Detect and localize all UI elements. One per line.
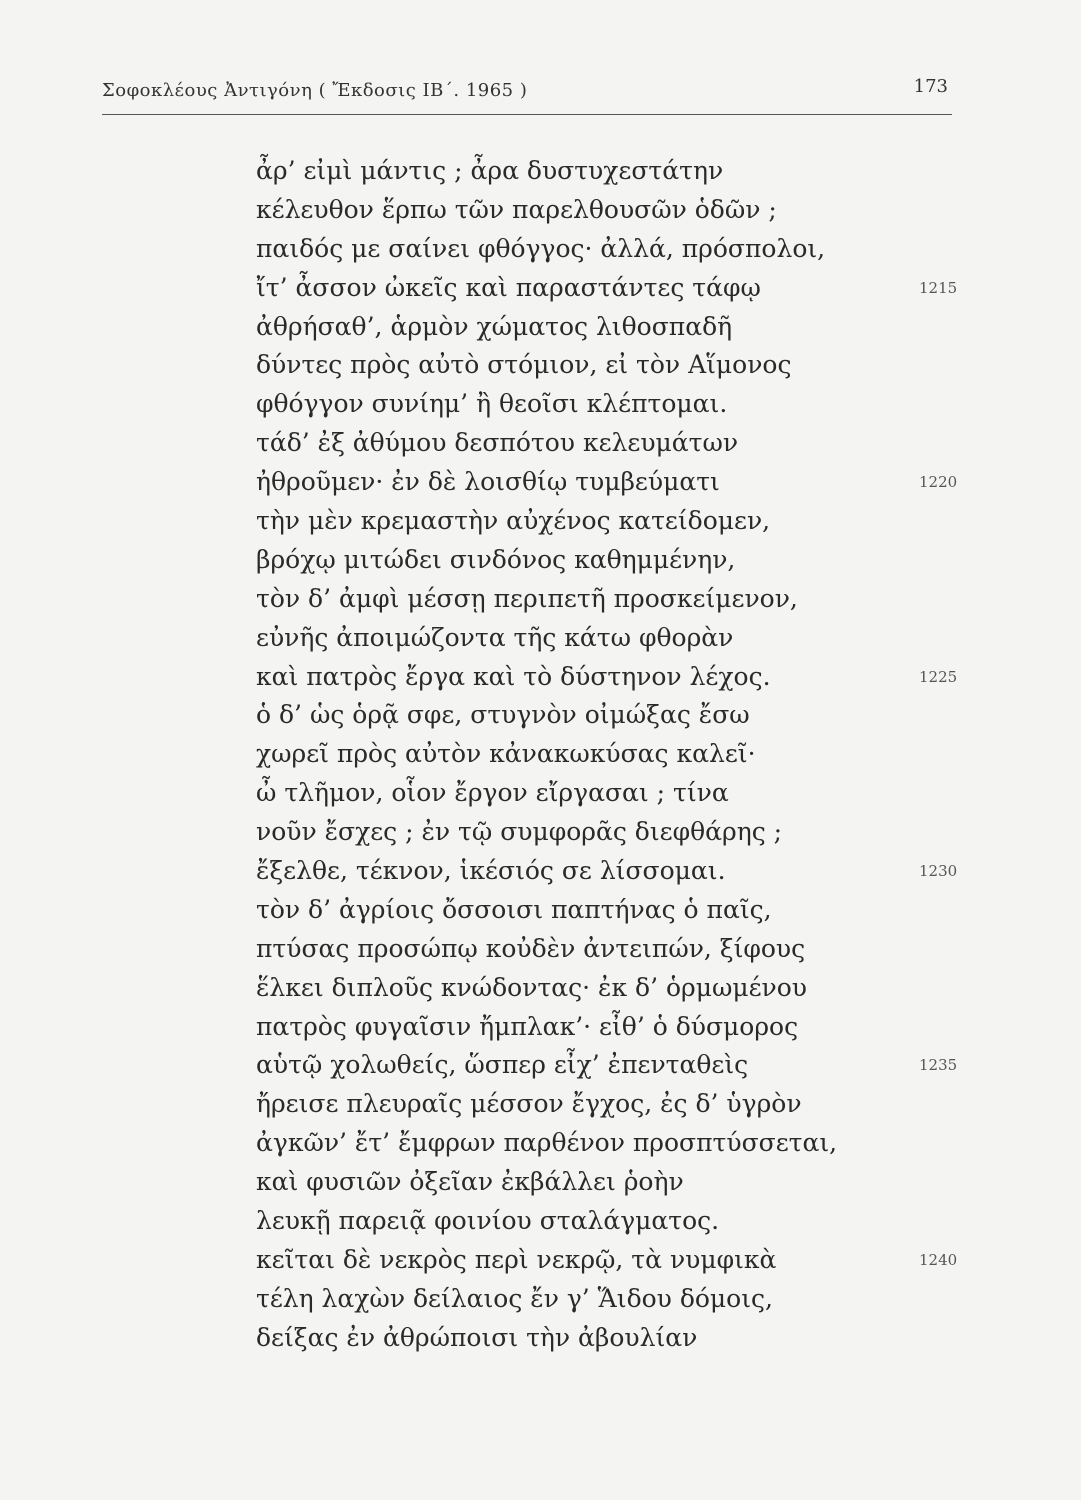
verse-line <box>256 1241 956 1280</box>
verse-text: τὴν μὲν κρεμαστὴν αὐχένος κατείδομεν, <box>256 506 771 536</box>
line-number: 1235 <box>919 1056 958 1075</box>
verse-line <box>256 852 956 891</box>
verse-line <box>256 424 956 463</box>
verse-text: τέλη λαχὼν δείλαιος ἔν γ’ Ἅιδου δόμοις, <box>256 1283 773 1313</box>
verse-text: ἀθρήσαθ’, ἁρμὸν χώματος λιθοσπαδῆ <box>256 311 733 341</box>
verse-text: φθόγγον συνίημ’ ἢ θεοῖσι κλέπτομαι. <box>256 389 728 419</box>
line-number: 1240 <box>919 1250 958 1269</box>
verse-line <box>256 1319 956 1358</box>
page-header <box>102 74 952 115</box>
verse-line <box>256 619 956 658</box>
verse-text: καὶ φυσιῶν ὀξεῖαν ἐκβάλλει ῥοὴν <box>256 1167 684 1197</box>
verse-line <box>256 191 956 230</box>
verse-line <box>256 1280 956 1319</box>
line-number: 1225 <box>919 667 958 686</box>
verse-line <box>256 1085 956 1124</box>
verse-text: ἀγκῶν’ ἔτ’ ἔμφρων παρθένον προσπτύσσεται, <box>256 1128 838 1158</box>
verse-line <box>256 1202 956 1241</box>
verse-line <box>256 1008 956 1047</box>
verse-text: καὶ πατρὸς ἔργα καὶ τὸ δύστηνον λέχος. <box>256 661 771 691</box>
verse-line <box>256 308 956 347</box>
verse-text: πατρὸς φυγαῖσιν ἤμπλακ’· εἶθ’ ὁ δύσμορος <box>256 1011 799 1041</box>
verse-line <box>256 891 956 930</box>
verse-line <box>256 502 956 541</box>
verse-line <box>256 580 956 619</box>
verse-text: τάδ’ ἐξ ἀθύμου δεσπότου κελευμάτων <box>256 428 739 458</box>
verse-text: ὁ δ’ ὡς ὁρᾷ σφε, στυγνὸν οἰμώξας ἔσω <box>256 700 750 730</box>
line-number: 1220 <box>919 473 958 492</box>
verse-line <box>256 152 956 191</box>
verse-line <box>256 1163 956 1202</box>
page-number: 173 <box>913 76 948 97</box>
verse-line <box>256 774 956 813</box>
verse-block <box>256 152 956 1358</box>
verse-line <box>256 930 956 969</box>
verse-line <box>256 385 956 424</box>
verse-text: δύντες πρὸς αὐτὸ στόμιον, εἰ τὸν Αἵμονος <box>256 350 792 380</box>
verse-text: νοῦν ἔσχες ; ἐν τῷ συμφορᾶς διεφθάρης ; <box>256 817 783 847</box>
verse-text: χωρεῖ πρὸς αὐτὸν κἀνακωκύσας καλεῖ· <box>256 739 756 769</box>
verse-text: ἔξελθε, τέκνον, ἱκέσιός σε λίσσομαι. <box>256 856 726 886</box>
verse-line <box>256 1124 956 1163</box>
verse-text: ὦ τλῆμον, οἷον ἔργον εἴργασαι ; τίνα <box>256 778 729 808</box>
verse-line <box>256 658 956 697</box>
verse-text: ἕλκει διπλοῦς κνώδοντας· ἐκ δ’ ὁρμωμένου <box>256 972 807 1002</box>
verse-line <box>256 269 956 308</box>
verse-line <box>256 230 956 269</box>
verse-line <box>256 346 956 385</box>
line-number: 1230 <box>919 862 958 881</box>
verse-text: λευκῇ παρειᾷ φοινίου σταλάγματος. <box>256 1206 720 1236</box>
verse-line <box>256 969 956 1008</box>
verse-text: ἴτ’ ἆσσον ὠκεῖς καὶ παραστάντες τάφῳ <box>256 272 761 302</box>
verse-text: βρόχῳ μιτώδει σινδόνος καθημμένην, <box>256 544 736 574</box>
verse-text: παιδός με σαίνει φθόγγος· ἀλλά, πρόσπολοι, <box>256 233 826 263</box>
verse-line <box>256 541 956 580</box>
verse-text: αὑτῷ χολωθείς, ὥσπερ εἶχ’ ἐπενταθεὶς <box>256 1050 749 1080</box>
verse-text: κέλευθον ἕρπω τῶν παρελθουσῶν ὁδῶν ; <box>256 194 777 224</box>
verse-text: τὸν δ’ ἀγρίοις ὄσσοισι παπτήνας ὁ παῖς, <box>256 894 772 924</box>
verse-text: τὸν δ’ ἀμφὶ μέσσῃ περιπετῆ προσκείμενον, <box>256 583 798 613</box>
verse-text: ἠθροῦμεν· ἐν δὲ λοισθίῳ τυμβεύματι <box>256 467 720 497</box>
verse-text: πτύσας προσώπῳ κοὐδὲν ἀντειπών, ξίφους <box>256 933 806 963</box>
verse-text: ἤρεισε πλευραῖς μέσσον ἔγχος, ἐς δ’ ὑγρὸν <box>256 1089 802 1119</box>
verse-text: δείξας ἐν ἀθρώποισι τὴν ἀβουλίαν <box>256 1322 698 1352</box>
verse-text: εὐνῆς ἀποιμώζοντα τῆς κάτω φθορὰν <box>256 622 734 652</box>
verse-text: ἆρ’ εἰμὶ μάντις ; ἆρα δυστυχεστάτην <box>256 156 724 185</box>
verse-line <box>256 696 956 735</box>
running-title: Σοφοκλέους Ἀντιγόνη ( Ἔκδοσις ΙΒ΄. 1965 ) <box>102 80 528 101</box>
verse-line <box>256 813 956 852</box>
verse-line <box>256 463 956 502</box>
verse-line <box>256 1046 956 1085</box>
verse-line <box>256 735 956 774</box>
line-number: 1215 <box>919 278 958 297</box>
verse-text: κεῖται δὲ νεκρὸς περὶ νεκρῷ, τὰ νυμφικὰ <box>256 1244 777 1274</box>
